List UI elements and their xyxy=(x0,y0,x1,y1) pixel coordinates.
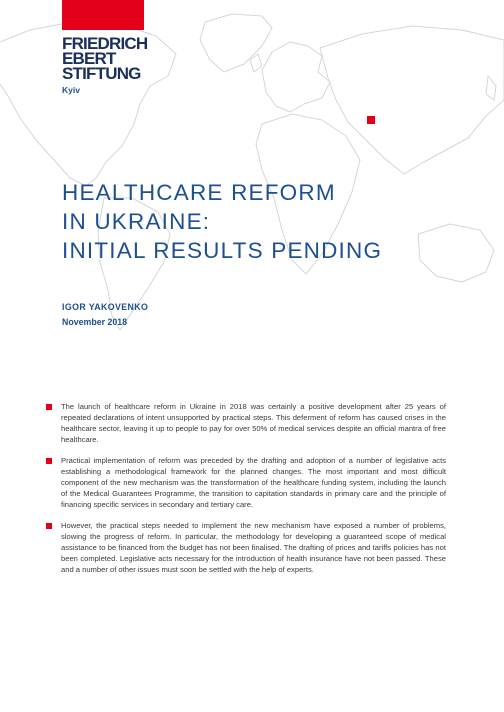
logo-city: Kyiv xyxy=(62,85,80,95)
title-line: INITIAL RESULTS PENDING xyxy=(62,238,383,263)
summary-text: However, the practical steps needed to implement the new mechanism have exposed a number of problems, slowing the progress of reform. In particular, the methodology for developing a guaranteed scope of medical assistance to be financed from the budget has not been finalised. The drafting of prices and tariffs policies has not been completed. Legislative acts necessary for the introduction of health insurance have not been passed. These and a number of other issues must soon be settled with the help of experts. xyxy=(61,521,446,574)
summary-item xyxy=(46,455,446,510)
japan-outline xyxy=(486,76,496,100)
summary-item xyxy=(46,520,446,575)
summary-text: Practical implementation of reform was preceded by the drafting and adoption of a number of legislative acts establishing a methodological framework for the planned changes. The most important and most difficult component of the new mechanism was the transformation of the healthcare funding system, including the launch of the Medical Guarantees Programme, the transition to capitation standards in primary care and the principle of financing specific services in secondary and tertiary care. xyxy=(61,456,446,509)
author-name: IGOR YAKOVENKO xyxy=(62,302,149,312)
logo-line-2: EBERT xyxy=(62,49,116,68)
logo-line-1: FRIEDRICH xyxy=(62,34,148,53)
summary-list xyxy=(46,401,446,585)
kyiv-map-marker xyxy=(367,116,375,124)
summary-item xyxy=(46,401,446,445)
summary-text: The launch of healthcare reform in Ukraine in 2018 was certainly a positive development after 25 years of repeated declarations of intent unsupported by practical steps. This deferment of reform has caused crises in the healthcare sector, leaving it up to people to pay for over 50% of medical services despite an official mantra of free healthcare. xyxy=(61,402,446,444)
fes-logo xyxy=(62,36,172,95)
red-square-bullet-icon xyxy=(46,404,52,410)
brand-color-block xyxy=(62,0,144,30)
title-line: HEALTHCARE REFORM xyxy=(62,180,336,205)
europe-outline xyxy=(262,42,330,112)
red-square-bullet-icon xyxy=(46,458,52,464)
document-title xyxy=(62,178,382,265)
logo-line-3: STIFTUNG xyxy=(62,64,141,83)
publication-date: November 2018 xyxy=(62,317,128,327)
australia-outline xyxy=(418,224,494,282)
title-line: IN UKRAINE: xyxy=(62,209,211,234)
asia-outline xyxy=(320,26,504,174)
red-square-bullet-icon xyxy=(46,523,52,529)
